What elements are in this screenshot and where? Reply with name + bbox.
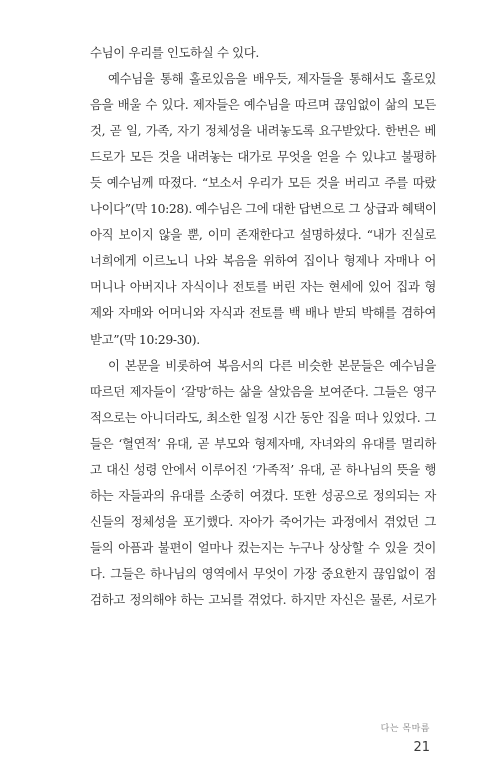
text-line: 이 본문을 비롯하여 복음서의 다른 비슷한 본문들은 예수님을 (108, 357, 436, 373)
text-line: 신들의 정체성을 포기했다. 자아가 죽어가는 과정에서 겪었던 그 (90, 513, 436, 529)
text-line: 예수님을 통해 홀로있음을 배우듯, 제자들을 통해서도 홀로있 (108, 71, 436, 87)
text-line: 아직 보이지 않을 뿐, 이미 존재한다고 설명하셨다. “내가 진실로 (90, 227, 436, 243)
text-line: 제와 자매와 어머니와 자식과 전토를 백 배나 받되 박해를 겸하여 (90, 305, 436, 321)
text-line: 고 대신 성령 안에서 이루어진 ‘가족적’ 유대, 곧 하나님의 뜻을 행 (90, 461, 436, 477)
text-line: 적으로는 아니더라도, 최소한 일정 시간 동안 집을 떠나 있었다. 그 (90, 409, 436, 425)
body-text (90, 40, 436, 613)
text-line: 다. 그들은 하나님의 영역에서 무엇이 가장 중요한지 끊임없이 점 (90, 565, 436, 581)
text-line: 나이다”(막 10:28). 예수님은 그에 대한 답변으로 그 상급과 혜택이 (90, 201, 437, 217)
text-line: 머니나 아버지나 자식이나 전토를 버린 자는 현세에 있어 집과 형 (90, 279, 436, 295)
text-line: 들은 ‘혈연적’ 유대, 곧 부모와 형제자매, 자녀와의 유대를 멀리하 (90, 435, 436, 451)
text-line: 들의 아픔과 불편이 얼마나 컸는지는 누구나 상상할 수 있을 것이 (90, 539, 436, 555)
page-number: 21 (413, 740, 430, 755)
text-line: 너희에게 이르노니 나와 복음을 위하여 집이나 형제나 자매나 어 (90, 253, 436, 269)
text-line: 받고”(막 10:29-30). (90, 331, 200, 347)
text-line: 검하고 정의해야 하는 고뇌를 겪었다. 하지만 자신은 물론, 서로가 (90, 591, 436, 607)
running-title: 다는 목마름 (380, 724, 430, 734)
text-line: 것, 곧 일, 가족, 자기 정체성을 내려놓도록 요구받았다. 한번은 베 (90, 123, 436, 139)
text-line: 음을 배울 수 있다. 제자들은 예수님을 따르며 끊임없이 삶의 모든 (90, 97, 436, 113)
text-line: 따르던 제자들이 ‘갈망’하는 삶을 살았음을 보여준다. 그들은 영구 (90, 383, 436, 399)
text-line: 듯 예수님께 따졌다. “보소서 우리가 모든 것을 버리고 주를 따랐 (90, 175, 436, 191)
text-line: 수님이 우리를 인도하실 수 있다. (90, 45, 259, 60)
text-line: 드로가 모든 것을 내려놓는 대가로 무엇을 얻을 수 있냐고 불평하 (90, 149, 436, 165)
text-line: 하는 자들과의 유대를 소중히 여겼다. 또한 성공으로 정의되는 자 (90, 487, 436, 503)
